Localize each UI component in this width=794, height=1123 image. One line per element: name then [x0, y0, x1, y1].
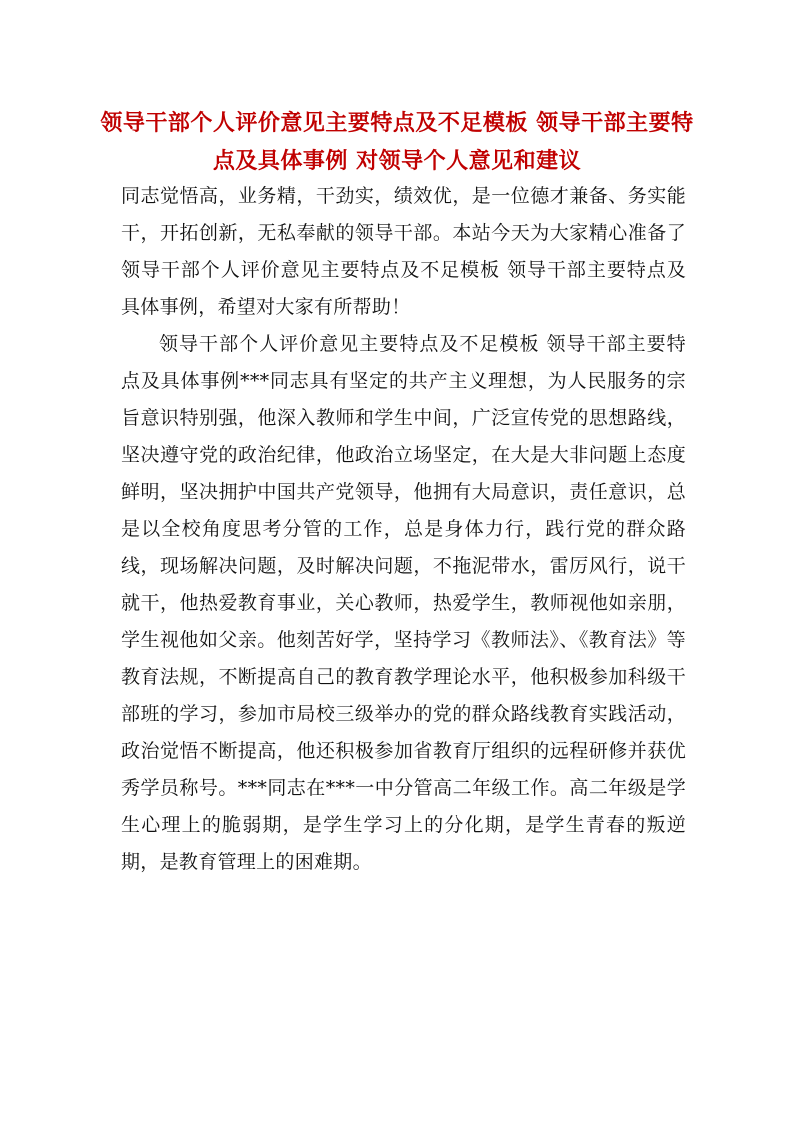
intro-paragraph: 同志觉悟高，业务精，干劲实，绩效优，是一位德才兼备、务实能干，开拓创新，无私奉献的领导干部。本站今天为大家精心准备了领导干部个人评价意见主要特点及不足模板 领导干部主要特点及具体事例，希望对大家有所帮助！ [121, 185, 686, 318]
document-title: 领导干部个人评价意见主要特点及不足模板 领导干部主要特点及具体事例 对领导个人意见和建议 [100, 110, 694, 174]
main-paragraph: 领导干部个人评价意见主要特点及不足模板 领导干部主要特点及具体事例***同志具有坚定的共产主义理想，为人民服务的宗旨意识特别强，他深入教师和学生中间，广泛宣传党的思想路线，坚决遵守党的政治纪律，他政治立场坚定，在大是大非问题上态度鲜明，坚决拥护中国共产党领导，他拥有大局意识，责任意识，总是以全校角度思考分管的工作，总是身体力行，践行党的群众路线，现场解决问题，及时解决问题，不拖泥带水，雷厉风行，说干就干，他热爱教育事业，关心教师，热爱学生，教师视他如亲朋，学生视他如父亲。他刻苦好学，坚持学习《教师法》、《教育法》等教育法规，不断提高自己的教育教学理论水平，他积极参加科级干部班的学习，参加市局校三级举办的党的群众路线教育实践活动，政治觉悟不断提高，他还积极参加省教育厅组织的远程研修并获优秀学员称号。***同志在***一中分管高二年级工作。高二年级是学生心理上的脆弱期，是学生学习上的分化期，是学生青春的叛逆期，是教育管理上的困难期。 [121, 333, 686, 873]
document-body [121, 178, 686, 881]
